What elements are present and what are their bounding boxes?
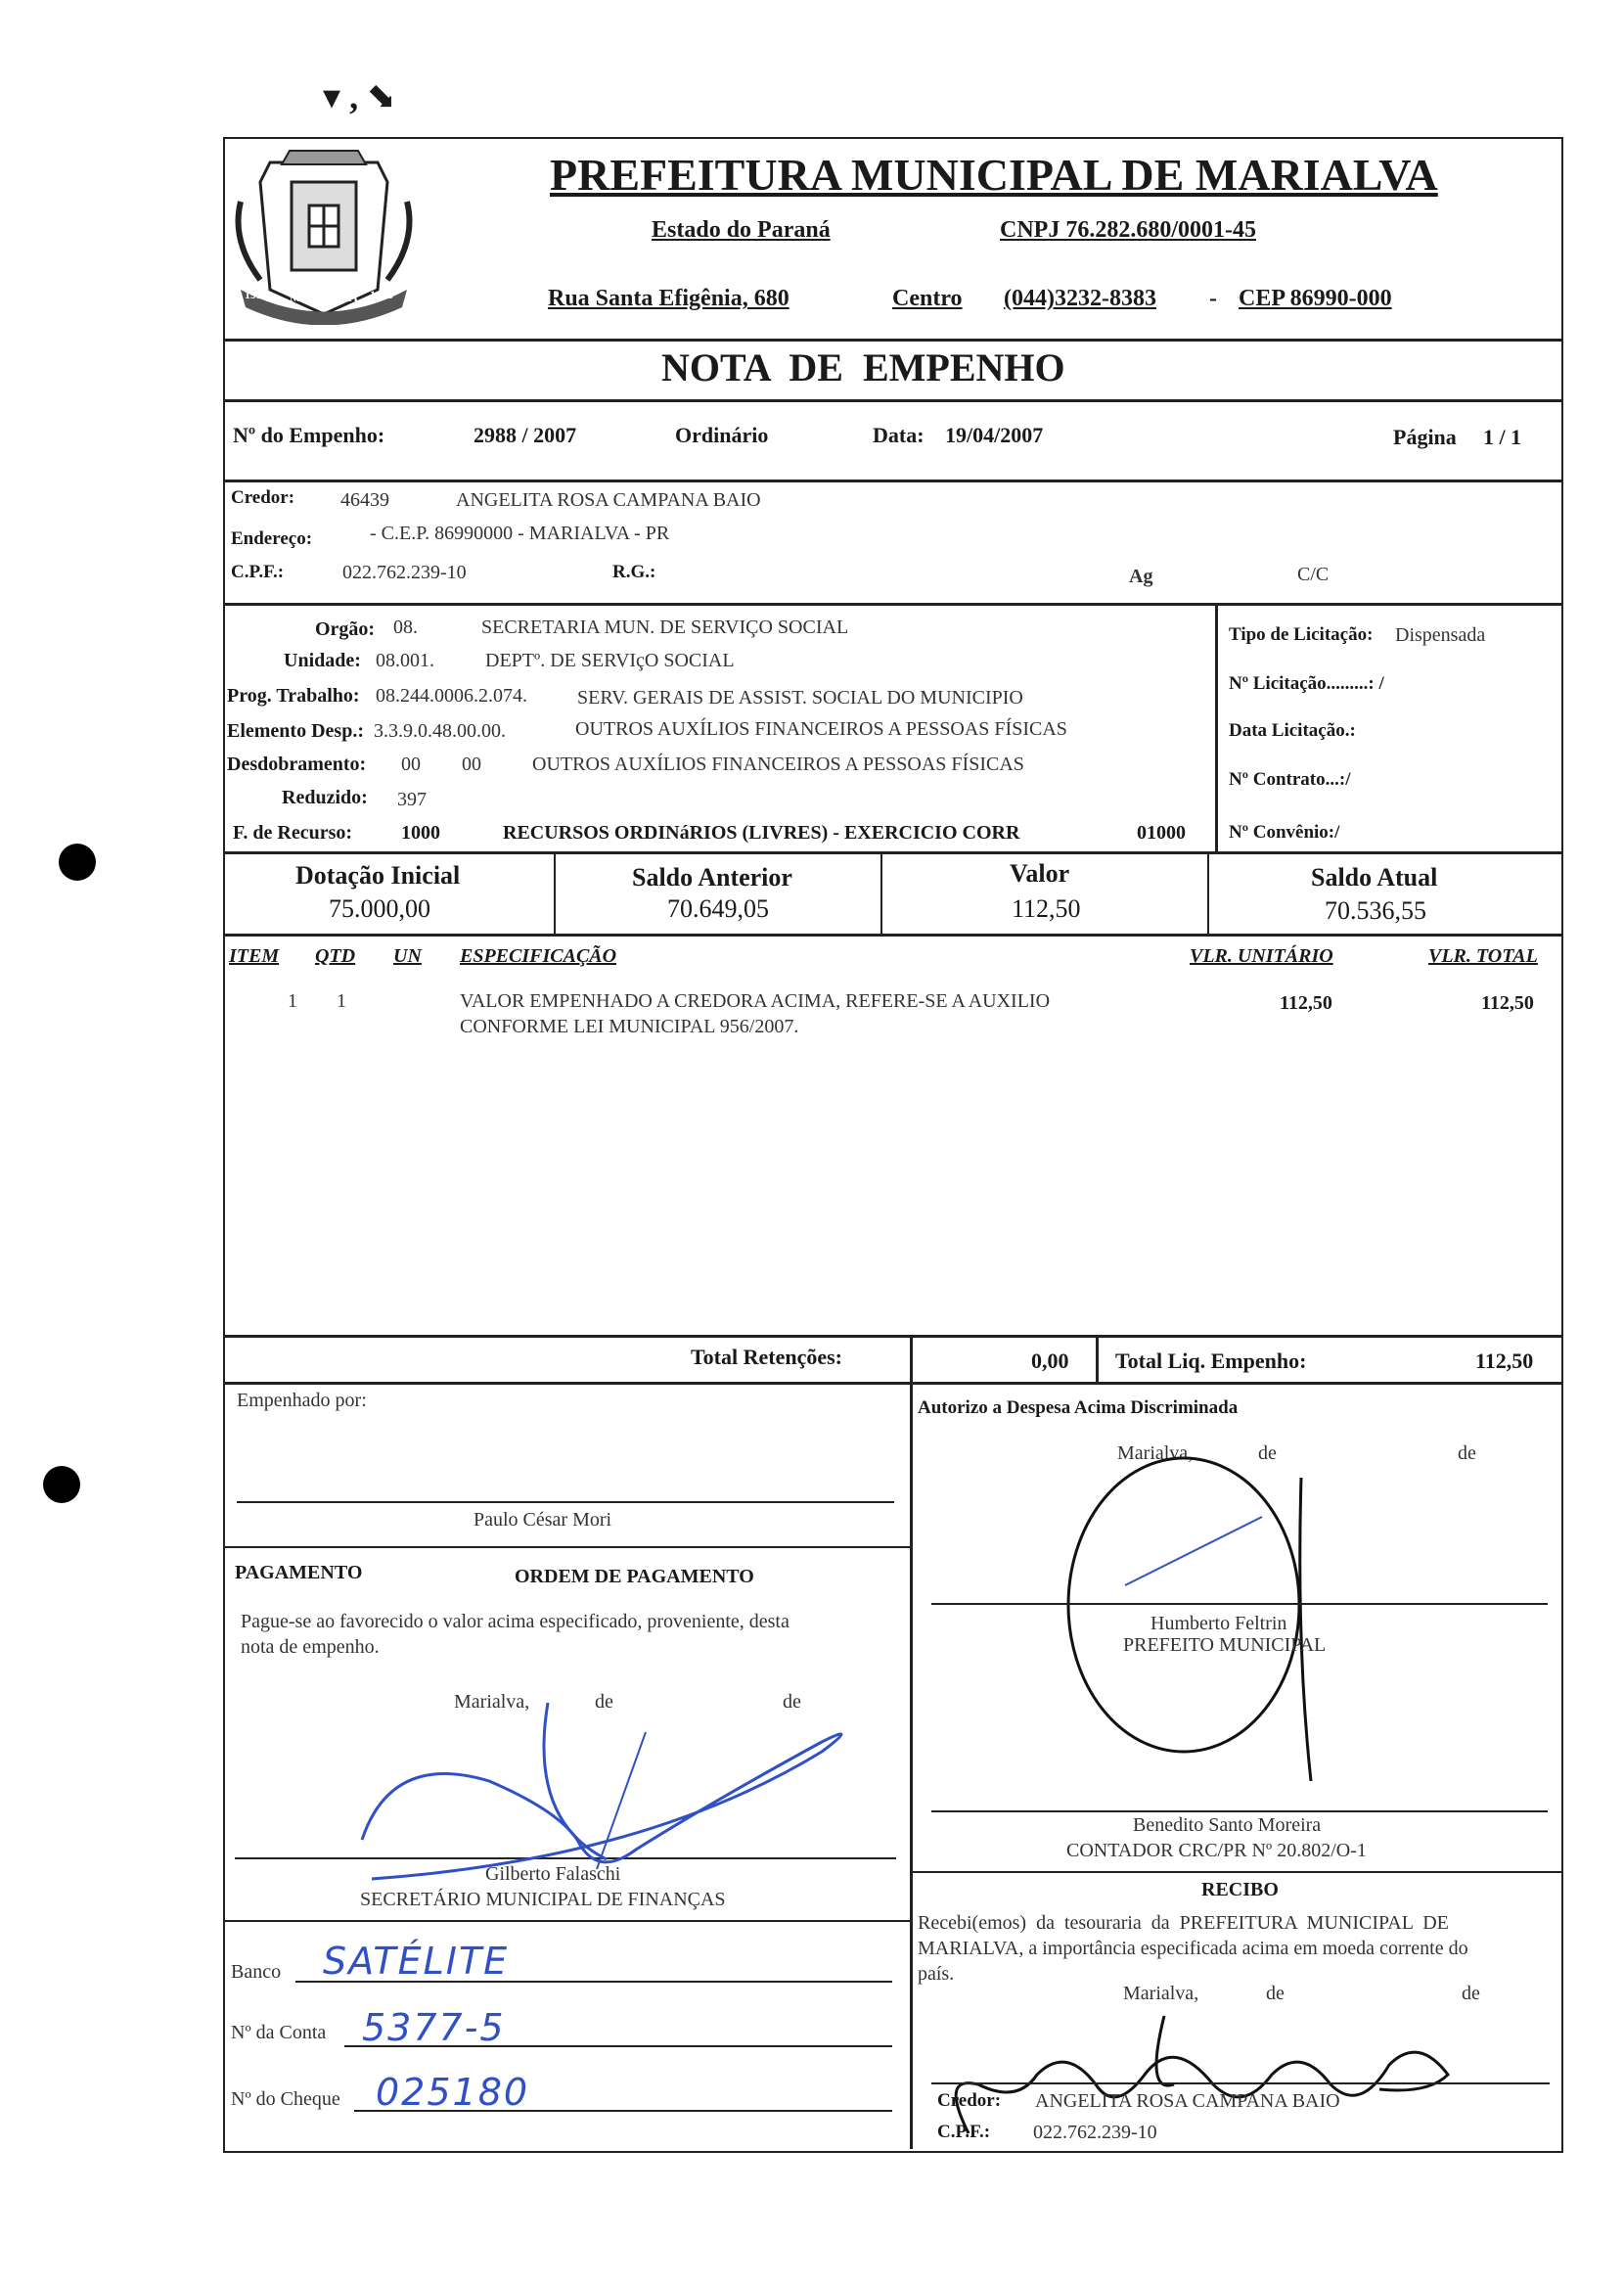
rule-signature-vertical [910,1382,913,2149]
banco-value[interactable]: SATÉLITE [323,1940,510,1983]
cheque-label: Nº do Cheque [231,2088,340,2110]
rule-bank [223,1920,912,1922]
pague-text-line2: nota de empenho. [241,1636,380,1658]
item-spec-line2: CONFORME LEI MUNICIPAL 956/2007. [460,1016,799,1037]
orgao-name: SECRETARIA MUN. DE SERVIÇO SOCIAL [481,617,849,638]
prefeito-signature-line [931,1603,1548,1605]
address-cep: CEP 86990-000 [1239,286,1392,311]
conta-value[interactable]: 5377-5 [362,2006,506,2049]
empenhado-name: Paulo César Mori [474,1509,612,1531]
saldo-anterior-value: 70.649,05 [667,894,769,923]
credor-pen-signature [920,1996,1467,2143]
autorizo-de-1: de [1258,1442,1277,1464]
prog-trabalho-name: SERV. GERAIS DE ASSIST. SOCIAL DO MUNICIPIO [577,687,1023,709]
pagamento-de-1: de [595,1691,613,1713]
liquido-value: 112,50 [1475,1349,1534,1373]
address-phone: (044)3232-8383 [1004,286,1156,311]
reduzido-value: 397 [397,789,427,810]
rule-recibo [910,1871,1561,1873]
tipo-licitacao-value: Dispensada [1395,624,1486,646]
recibo-cpf-label: C.P.F.: [937,2122,991,2142]
seal-text: MARIALVA [290,290,359,304]
state-label: Estado do Paraná [652,217,831,243]
cpf-label: C.P.F.: [231,562,285,582]
pagamento-marialva: Marialva, [454,1691,530,1713]
page-title: PREFEITURA MUNICIPAL DE MARIALVA [550,150,1438,200]
autorizo-label: Autorizo a Despesa Acima Discriminada [918,1397,1239,1418]
ordem-pagamento-label: ORDEM DE PAGAMENTO [515,1566,754,1587]
cheque-value[interactable]: 025180 [376,2071,530,2114]
desdobramento-code2: 00 [462,754,481,775]
empenho-number-label: Nº do Empenho: [233,423,385,447]
col-header-unit-value: VLR. UNITÁRIO [1190,945,1333,967]
valor-label: Valor [1010,859,1070,888]
municipal-seal [231,143,417,325]
recurso-label: F. de Recurso: [233,822,353,844]
recibo-text-line2: MARIALVA, a importância especificada acima em moeda corrente do [918,1938,1468,1959]
desdobramento-label: Desdobramento: [227,754,367,775]
recurso-code: 1000 [401,822,440,844]
item-unit-value: 112,50 [1280,992,1332,1014]
elemento-label: Elemento Desp.: [227,720,364,742]
prefeito-name: Humberto Feltrin [1150,1613,1287,1634]
rule-licitacao-vertical [1215,603,1218,853]
seal-year-right: 1955 [370,288,393,301]
empenho-date-value: 19/04/2007 [945,423,1044,447]
col-header-spec: ESPECIFICAÇÃO [460,945,617,967]
page-number-value: 1 / 1 [1483,425,1522,449]
saldo-atual-label: Saldo Atual [1311,863,1438,892]
valor-value: 112,50 [1012,894,1081,923]
top-mark: ▾ , ⬊ [323,77,397,116]
rule-totals-top [223,1335,1561,1338]
rule-title [223,399,1561,402]
rule-totals-v1 [910,1335,913,1384]
desdobramento-name: OUTROS AUXÍLIOS FINANCEIROS A PESSOAS FÍSICAS [532,754,1024,775]
saldo-atual-value: 70.536,55 [1325,896,1426,925]
empenhado-signature-line [237,1501,894,1503]
rule-orcamento [223,851,1561,854]
pague-text-line1: Pague-se ao favorecido o valor acima especificado, proveniente, desta [241,1611,789,1632]
col-header-un: UN [393,945,422,967]
recibo-de-2: de [1462,1983,1480,2004]
empenho-type: Ordinário [675,423,769,447]
address-district: Centro [892,286,963,311]
num-licitacao-label: Nº Licitação.........: / [1229,673,1384,694]
recibo-credor-name: ANGELITA ROSA CAMPANA BAIO [1035,2090,1340,2112]
rg-label: R.G.: [612,562,656,582]
document-title: NOTA DE EMPENHO [661,345,1065,389]
credor-signature-line [931,2082,1550,2084]
punch-hole-top [59,844,96,881]
data-licitacao-label: Data Licitação.: [1229,720,1356,741]
rule-saldo-v1 [554,851,556,934]
secretario-pen-signature [352,1693,900,1898]
banco-label: Banco [231,1961,282,1983]
recibo-de-1: de [1266,1983,1285,2004]
cc-label: C/C [1297,564,1330,585]
empenho-date-label: Data: [873,423,925,447]
ag-label: Ag [1129,566,1153,587]
credor-name: ANGELITA ROSA CAMPANA BAIO [456,489,761,511]
rule-empenho [223,480,1561,482]
elemento-code: 3.3.9.0.48.00.00. [374,720,506,742]
prog-trabalho-code: 08.244.0006.2.074. [376,685,527,707]
liquido-label: Total Liq. Empenho: [1115,1349,1307,1373]
orgao-code: 08. [393,617,418,638]
dotacao-value: 75.000,00 [329,894,430,923]
item-total-value: 112,50 [1481,992,1534,1014]
recibo-text-line1: Recebi(emos) da tesouraria da PREFEITURA MUNICIPAL DE [918,1912,1449,1934]
dotacao-label: Dotação Inicial [295,861,461,890]
prog-trabalho-label: Prog. Trabalho: [227,685,360,707]
prefeito-title: PREFEITO MUNICIPAL [1123,1634,1327,1656]
col-header-qtd: QTD [315,945,356,967]
recibo-cpf-value: 022.762.239-10 [1033,2122,1157,2143]
endereco-value: - C.E.P. 86990000 - MARIALVA - PR [370,523,670,544]
rule-saldo-v3 [1207,851,1209,934]
convenio-label: Nº Convênio:/ [1229,822,1340,843]
empenho-number-value: 2988 / 2007 [474,423,577,447]
recibo-credor-label: Credor: [937,2090,1002,2111]
contador-title: CONTADOR CRC/PR Nº 20.802/O-1 [1066,1840,1367,1861]
col-header-item: ITEM [229,945,280,967]
desdobramento-code1: 00 [401,754,421,775]
unidade-code: 08.001. [376,650,434,671]
autorizo-de-2: de [1458,1442,1476,1464]
seal-year-left: 1951 [245,288,268,301]
contrato-label: Nº Contrato...:/ [1229,769,1351,790]
rule-saldos [223,934,1561,937]
item-qtd: 1 [337,990,346,1012]
rule-header [223,339,1561,342]
secretario-name: Gilberto Falaschi [485,1863,621,1885]
recibo-text-line3: país. [918,1963,955,1985]
address-street: Rua Santa Efigênia, 680 [548,286,789,311]
rule-totals-bottom [223,1382,1561,1385]
empenhado-label: Empenhado por: [237,1390,367,1411]
unidade-name: DEPTº. DE SERVIçO SOCIAL [485,650,735,671]
recibo-marialva: Marialva, [1123,1983,1199,2004]
elemento-name: OUTROS AUXÍLIOS FINANCEIROS A PESSOAS FÍSICAS [575,718,1067,740]
autorizo-marialva: Marialva, [1117,1442,1194,1464]
recurso-code2: 01000 [1137,822,1186,844]
retencoes-value: 0,00 [1031,1349,1069,1373]
retencoes-label: Total Retenções: [691,1345,842,1369]
rule-credor [223,603,1561,606]
conta-label: Nº da Conta [231,2022,327,2043]
rule-totals-v2 [1096,1335,1099,1384]
unidade-label: Unidade: [284,650,361,671]
secretario-title: SECRETÁRIO MUNICIPAL DE FINANÇAS [360,1889,726,1910]
orgao-label: Orgão: [315,618,376,640]
recurso-name: RECURSOS ORDINáRIOS (LIVRES) - EXERCICIO CORR [503,822,1020,844]
item-number: 1 [288,990,297,1012]
endereco-label: Endereço: [231,528,313,549]
punch-hole-bottom [43,1466,80,1503]
cpf-value: 022.762.239-10 [342,562,467,583]
credor-code: 46439 [340,489,389,511]
pagamento-de-2: de [783,1691,801,1713]
credor-label: Credor: [231,487,295,508]
col-header-total-value: VLR. TOTAL [1428,945,1538,967]
contador-name: Benedito Santo Moreira [1133,1814,1322,1836]
saldo-anterior-label: Saldo Anterior [632,863,792,892]
recibo-label: RECIBO [1201,1879,1279,1900]
tipo-licitacao-label: Tipo de Licitação: [1229,624,1374,645]
cnpj-label: CNPJ 76.282.680/0001-45 [1000,217,1256,243]
address-dash: - [1209,286,1217,311]
pagamento-label: PAGAMENTO [235,1562,363,1583]
item-spec-line1: VALOR EMPENHADO A CREDORA ACIMA, REFERE-SE A AUXILIO [460,990,1051,1012]
page-number-label: Página [1393,425,1457,449]
reduzido-label: Reduzido: [282,787,368,808]
contador-signature-line [931,1810,1548,1812]
rule-saldo-v2 [880,851,882,934]
rule-pagamento [223,1546,912,1548]
